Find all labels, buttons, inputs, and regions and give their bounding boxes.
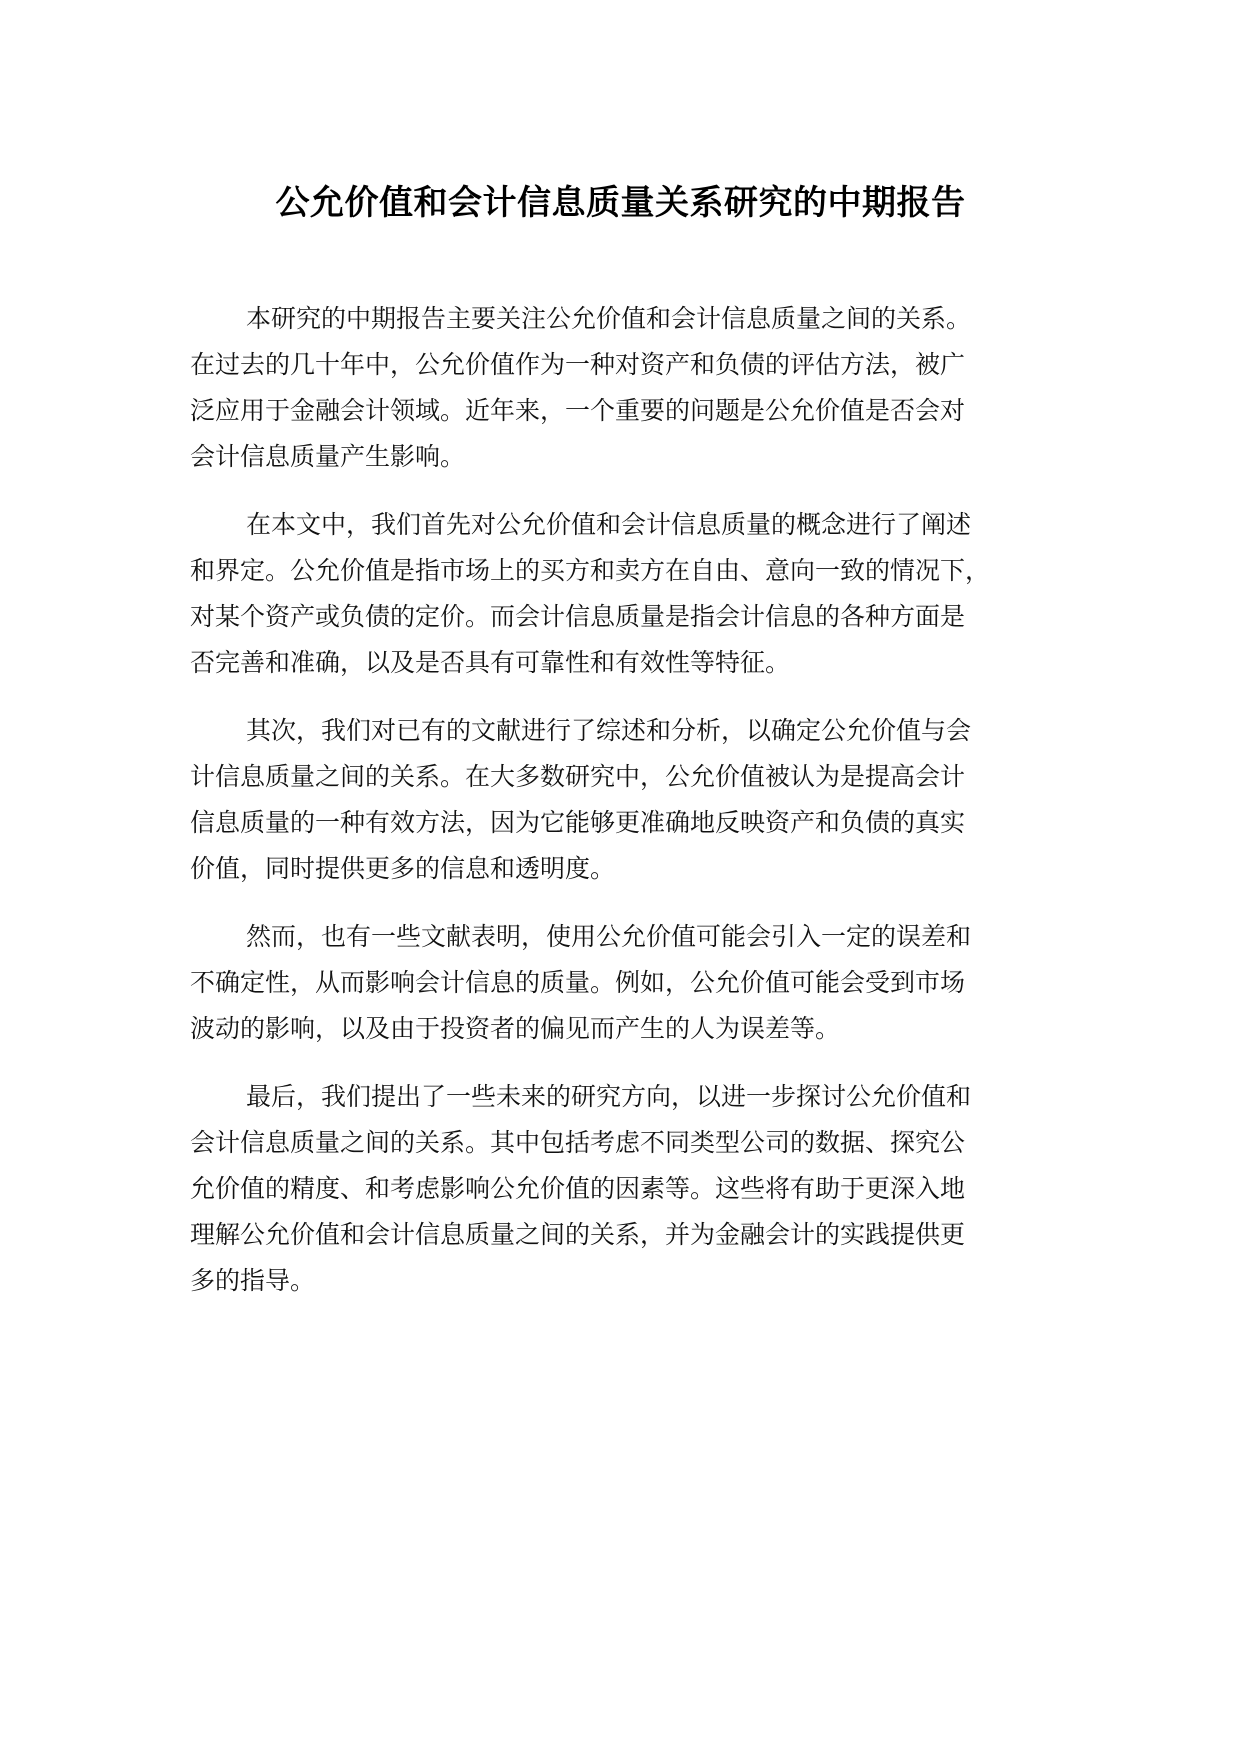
- paragraph-line: 在本文中，我们首先对公允价值和会计信息质量的概念进行了阐述: [246, 510, 972, 539]
- paragraph-line: 在过去的几十年中，公允价值作为一种对资产和负债的评估方法，被广: [190, 350, 966, 379]
- paragraph-line: 会计信息质量产生影响。: [190, 442, 466, 471]
- paragraph-line: 不确定性，从而影响会计信息的质量。例如，公允价值可能会受到市场: [190, 968, 966, 997]
- document-title: 公允价值和会计信息质量关系研究的中期报告: [275, 183, 966, 223]
- paragraph-line: 对某个资产或负债的定价。而会计信息质量是指会计信息的各种方面是: [190, 602, 966, 631]
- paragraph-line: 价值，同时提供更多的信息和透明度。: [190, 854, 616, 883]
- paragraph-line: 最后，我们提出了一些未来的研究方向，以进一步探讨公允价值和: [246, 1082, 972, 1111]
- paragraph-5: [190, 1074, 1040, 1304]
- paragraph-line: 理解公允价值和会计信息质量之间的关系，并为金融会计的实践提供更: [190, 1220, 966, 1249]
- paragraph-line: 和界定。公允价值是指市场上的买方和卖方在自由、意向一致的情况下，: [190, 556, 991, 585]
- paragraph-line: 计信息质量之间的关系。在大多数研究中，公允价值被认为是提高会计: [190, 762, 966, 791]
- paragraph-line: 多的指导。: [190, 1266, 316, 1295]
- paragraph-line: 允价值的精度、和考虑影响公允价值的因素等。这些将有助于更深入地: [190, 1174, 966, 1203]
- paragraph-line: 信息质量的一种有效方法，因为它能够更准确地反映资产和负债的真实: [190, 808, 966, 837]
- paragraph-1: [190, 296, 1040, 480]
- paragraph-line: 本研究的中期报告主要关注公允价值和会计信息质量之间的关系。: [246, 304, 972, 333]
- paragraph-line: 然而，也有一些文献表明，使用公允价值可能会引入一定的误差和: [246, 922, 972, 951]
- paragraph-line: 否完善和准确，以及是否具有可靠性和有效性等特征。: [190, 648, 791, 677]
- paragraph-line: 泛应用于金融会计领域。近年来，一个重要的问题是公允价值是否会对: [190, 396, 966, 425]
- paragraph-3: [190, 708, 1040, 892]
- paragraph-2: [190, 502, 1040, 686]
- document-body: [190, 296, 1040, 1326]
- paragraph-line: 会计信息质量之间的关系。其中包括考虑不同类型公司的数据、探究公: [190, 1128, 966, 1157]
- paragraph-4: [190, 914, 1040, 1052]
- paragraph-line: 其次，我们对已有的文献进行了综述和分析，以确定公允价值与会: [246, 716, 972, 745]
- paragraph-line: 波动的影响，以及由于投资者的偏见而产生的人为误差等。: [190, 1014, 841, 1043]
